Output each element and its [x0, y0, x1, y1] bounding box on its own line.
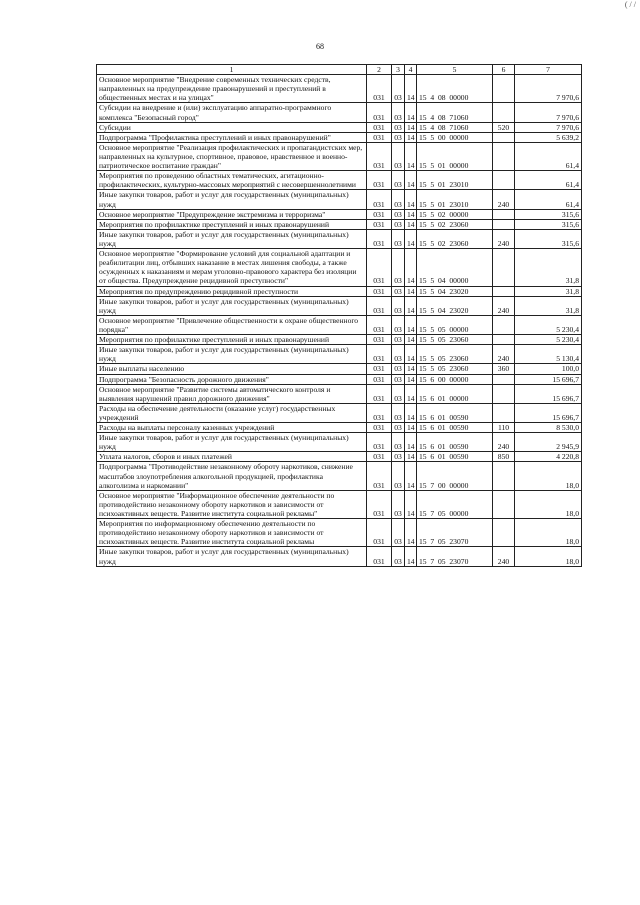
row-code-4-cell: 14 [405, 209, 417, 219]
row-target-code-cell: 15 5 01 00000 [417, 142, 493, 170]
row-target-code-cell: 15 6 01 00590 [417, 433, 493, 452]
table-row [97, 315, 582, 334]
row-expense-type-cell [493, 374, 515, 384]
row-amount-cell: 18,0 [515, 519, 582, 547]
row-target-code-cell: 15 5 05 23060 [417, 335, 493, 345]
row-code-3-cell: 03 [392, 335, 405, 345]
table-row [97, 103, 582, 122]
row-code-3-cell: 03 [392, 103, 405, 122]
row-code-4-cell: 14 [405, 519, 417, 547]
row-target-code-cell: 15 6 00 00000 [417, 374, 493, 384]
row-target-code-cell: 15 5 01 23010 [417, 171, 493, 190]
row-target-code-cell: 15 5 02 00000 [417, 209, 493, 219]
row-target-code-cell: 15 5 04 23020 [417, 296, 493, 315]
row-code-2-cell: 031 [367, 229, 392, 248]
row-target-code-cell: 15 7 05 23070 [417, 547, 493, 566]
row-code-3-cell: 03 [392, 490, 405, 518]
row-name-cell: Мероприятия по проведению областных тематических, агитационно-профилактических, культурно-массовых мероприятий с несовершеннолетними [97, 171, 367, 190]
row-code-4-cell: 14 [405, 423, 417, 433]
row-code-3-cell: 03 [392, 171, 405, 190]
row-amount-cell: 2 945,9 [515, 433, 582, 452]
table-row [97, 384, 582, 403]
header-row [97, 65, 582, 75]
row-name-cell: Мероприятия по информационному обеспечению деятельности по противодействию незаконному обороту наркотиков и зависимости от психоактивных веществ. Развитие института социальной рекламы [97, 519, 367, 547]
row-amount-cell: 61,4 [515, 142, 582, 170]
row-expense-type-cell: 240 [493, 296, 515, 315]
table-row [97, 335, 582, 345]
row-code-3-cell: 03 [392, 142, 405, 170]
table-row [97, 433, 582, 452]
table-row [97, 229, 582, 248]
row-code-2-cell: 031 [367, 190, 392, 209]
row-amount-cell: 5 230,4 [515, 335, 582, 345]
row-code-3-cell: 03 [392, 423, 405, 433]
row-name-cell: Основное мероприятие "Реализация профилактических и пропагандистских мер, направленных на культурное, спортивное, правовое, нравственное и военно-патриотическое воспитание граждан" [97, 142, 367, 170]
row-amount-cell: 315,6 [515, 219, 582, 229]
row-code-4-cell: 14 [405, 384, 417, 403]
row-target-code-cell: 15 6 01 00590 [417, 403, 493, 422]
row-code-3-cell: 03 [392, 75, 405, 103]
table-row [97, 345, 582, 364]
row-code-3-cell: 03 [392, 403, 405, 422]
table-row [97, 462, 582, 490]
row-code-4-cell: 14 [405, 286, 417, 296]
row-code-4-cell: 14 [405, 547, 417, 566]
row-code-2-cell: 031 [367, 249, 392, 286]
row-expense-type-cell: 240 [493, 345, 515, 364]
row-code-2-cell: 031 [367, 374, 392, 384]
row-code-2-cell: 031 [367, 75, 392, 103]
row-code-2-cell: 031 [367, 384, 392, 403]
row-expense-type-cell: 520 [493, 122, 515, 132]
table-row [97, 75, 582, 103]
row-amount-cell: 8 530,0 [515, 423, 582, 433]
row-expense-type-cell [493, 142, 515, 170]
row-target-code-cell: 15 5 00 00000 [417, 132, 493, 142]
row-code-4-cell: 14 [405, 403, 417, 422]
row-amount-cell: 7 970,6 [515, 103, 582, 122]
row-code-2-cell: 031 [367, 345, 392, 364]
row-code-4-cell: 14 [405, 249, 417, 286]
row-amount-cell: 18,0 [515, 547, 582, 566]
table-row [97, 286, 582, 296]
row-code-4-cell: 14 [405, 335, 417, 345]
row-code-4-cell: 14 [405, 345, 417, 364]
row-code-4-cell: 14 [405, 219, 417, 229]
table-row [97, 423, 582, 433]
row-code-2-cell: 031 [367, 103, 392, 122]
row-code-2-cell: 031 [367, 403, 392, 422]
row-amount-cell: 7 970,6 [515, 122, 582, 132]
row-code-4-cell: 14 [405, 171, 417, 190]
header-cell: 6 [493, 65, 515, 75]
row-code-4-cell: 14 [405, 490, 417, 518]
row-target-code-cell: 15 4 08 71060 [417, 103, 493, 122]
row-code-2-cell: 031 [367, 219, 392, 229]
table-row [97, 296, 582, 315]
row-amount-cell: 5 639,2 [515, 132, 582, 142]
row-target-code-cell: 15 7 00 00000 [417, 462, 493, 490]
row-name-cell: Основное мероприятие "Формирование условий для социальной адаптации и реабилитации лиц, отбывших наказание в местах лишения свободы, а также осужденных к наказаниям и мерам уголовно-правового характера без изоляции от общества. Предупреждение рецидивной преступности" [97, 249, 367, 286]
row-name-cell: Подпрограмма "Противодействие незаконному обороту наркотиков, снижение масштабов злоупотребления алкогольной продукцией, профилактика алкоголизма и наркомании" [97, 462, 367, 490]
row-name-cell: Основное мероприятие "Привлечение общественности к охране общественного порядка" [97, 315, 367, 334]
row-code-3-cell: 03 [392, 122, 405, 132]
table-row [97, 249, 582, 286]
table-row [97, 190, 582, 209]
row-amount-cell: 315,6 [515, 229, 582, 248]
row-code-3-cell: 03 [392, 345, 405, 364]
table-row [97, 142, 582, 170]
row-code-4-cell: 14 [405, 122, 417, 132]
row-code-2-cell: 031 [367, 490, 392, 518]
row-expense-type-cell [493, 132, 515, 142]
row-code-4-cell: 14 [405, 433, 417, 452]
row-name-cell: Субсидии [97, 122, 367, 132]
row-target-code-cell: 15 5 05 23060 [417, 364, 493, 374]
row-code-2-cell: 031 [367, 171, 392, 190]
row-amount-cell: 31,8 [515, 286, 582, 296]
row-code-2-cell: 031 [367, 286, 392, 296]
row-code-2-cell: 031 [367, 335, 392, 345]
row-code-4-cell: 14 [405, 462, 417, 490]
row-target-code-cell: 15 5 01 23010 [417, 190, 493, 209]
row-amount-cell: 100,0 [515, 364, 582, 374]
row-code-3-cell: 03 [392, 384, 405, 403]
row-amount-cell: 31,8 [515, 249, 582, 286]
row-code-2-cell: 031 [367, 132, 392, 142]
row-code-4-cell: 14 [405, 75, 417, 103]
row-name-cell: Основное мероприятие "Предупреждение экстремизма и терроризма" [97, 209, 367, 219]
row-amount-cell: 18,0 [515, 462, 582, 490]
table-row [97, 403, 582, 422]
row-expense-type-cell [493, 462, 515, 490]
row-code-4-cell: 14 [405, 142, 417, 170]
row-expense-type-cell [493, 249, 515, 286]
row-code-2-cell: 031 [367, 296, 392, 315]
row-code-2-cell: 031 [367, 519, 392, 547]
row-code-2-cell: 031 [367, 547, 392, 566]
row-target-code-cell: 15 7 05 23070 [417, 519, 493, 547]
row-target-code-cell: 15 4 08 00000 [417, 75, 493, 103]
header-cell: 5 [417, 65, 493, 75]
row-name-cell: Мероприятия по предупреждению рецидивной преступности [97, 286, 367, 296]
row-amount-cell: 61,4 [515, 190, 582, 209]
row-amount-cell: 31,8 [515, 296, 582, 315]
row-expense-type-cell: 240 [493, 433, 515, 452]
header-cell: 4 [405, 65, 417, 75]
row-code-3-cell: 03 [392, 519, 405, 547]
row-target-code-cell: 15 4 08 71060 [417, 122, 493, 132]
row-name-cell: Подпрограмма "Профилактика преступлений и иных правонарушений" [97, 132, 367, 142]
row-expense-type-cell: 240 [493, 547, 515, 566]
row-code-3-cell: 03 [392, 249, 405, 286]
row-code-3-cell: 03 [392, 374, 405, 384]
row-amount-cell: 315,6 [515, 209, 582, 219]
row-target-code-cell: 15 5 05 23060 [417, 345, 493, 364]
row-amount-cell: 15 696,7 [515, 384, 582, 403]
row-expense-type-cell [493, 384, 515, 403]
row-code-4-cell: 14 [405, 452, 417, 462]
row-name-cell: Уплата налогов, сборов и иных платежей [97, 452, 367, 462]
row-code-3-cell: 03 [392, 433, 405, 452]
row-code-3-cell: 03 [392, 296, 405, 315]
row-expense-type-cell [493, 171, 515, 190]
table-row [97, 452, 582, 462]
row-name-cell: Основное мероприятие "Информационное обеспечение деятельности по противодействию незаконному обороту наркотиков и зависимости от психоактивных веществ. Развитие института социальной рекламы" [97, 490, 367, 518]
row-expense-type-cell: 360 [493, 364, 515, 374]
header-cell: 3 [392, 65, 405, 75]
row-code-2-cell: 031 [367, 364, 392, 374]
row-code-3-cell: 03 [392, 229, 405, 248]
row-name-cell: Основное мероприятие "Развитие системы автоматического контроля и выявления нарушений правил дорожного движения" [97, 384, 367, 403]
row-code-2-cell: 031 [367, 452, 392, 462]
row-amount-cell: 61,4 [515, 171, 582, 190]
table-row [97, 171, 582, 190]
row-expense-type-cell [493, 403, 515, 422]
row-expense-type-cell: 110 [493, 423, 515, 433]
row-name-cell: Расходы на выплаты персоналу казенных учреждений [97, 423, 367, 433]
row-code-3-cell: 03 [392, 286, 405, 296]
row-amount-cell: 18,0 [515, 490, 582, 518]
row-target-code-cell: 15 6 01 00590 [417, 423, 493, 433]
row-name-cell: Иные закупки товаров, работ и услуг для государственных (муниципальных) нужд [97, 190, 367, 209]
row-target-code-cell: 15 5 02 23060 [417, 219, 493, 229]
row-name-cell: Субсидии на внедрение и (или) эксплуатацию аппаратно-программного комплекса "Безопасный город" [97, 103, 367, 122]
row-code-2-cell: 031 [367, 122, 392, 132]
row-name-cell: Мероприятия по профилактике преступлений и иных правонарушений [97, 219, 367, 229]
row-code-4-cell: 14 [405, 364, 417, 374]
row-expense-type-cell: 240 [493, 190, 515, 209]
row-name-cell: Подпрограмма "Безопасность дорожного движения" [97, 374, 367, 384]
corner-mark: ( / / [624, 0, 636, 9]
row-expense-type-cell [493, 315, 515, 334]
row-name-cell: Иные выплаты населению [97, 364, 367, 374]
row-code-3-cell: 03 [392, 219, 405, 229]
row-target-code-cell: 15 5 02 23060 [417, 229, 493, 248]
header-cell: 2 [367, 65, 392, 75]
row-name-cell: Иные закупки товаров, работ и услуг для государственных (муниципальных) нужд [97, 345, 367, 364]
row-expense-type-cell [493, 75, 515, 103]
row-code-2-cell: 031 [367, 142, 392, 170]
row-code-4-cell: 14 [405, 374, 417, 384]
row-amount-cell: 5 230,4 [515, 315, 582, 334]
budget-table [96, 64, 582, 567]
row-expense-type-cell: 850 [493, 452, 515, 462]
row-amount-cell: 5 130,4 [515, 345, 582, 364]
row-amount-cell: 7 970,6 [515, 75, 582, 103]
row-target-code-cell: 15 5 05 00000 [417, 315, 493, 334]
row-code-2-cell: 031 [367, 423, 392, 433]
row-expense-type-cell [493, 519, 515, 547]
row-target-code-cell: 15 7 05 00000 [417, 490, 493, 518]
row-target-code-cell: 15 5 04 00000 [417, 249, 493, 286]
table-row [97, 547, 582, 566]
row-amount-cell: 15 696,7 [515, 403, 582, 422]
row-name-cell: Иные закупки товаров, работ и услуг для государственных (муниципальных) нужд [97, 229, 367, 248]
table-row [97, 374, 582, 384]
row-code-4-cell: 14 [405, 103, 417, 122]
header-cell: 7 [515, 65, 582, 75]
table-row [97, 364, 582, 374]
row-expense-type-cell: 240 [493, 229, 515, 248]
row-code-3-cell: 03 [392, 547, 405, 566]
row-code-3-cell: 03 [392, 364, 405, 374]
row-target-code-cell: 15 6 01 00000 [417, 384, 493, 403]
row-amount-cell: 15 696,7 [515, 374, 582, 384]
row-name-cell: Мероприятия по профилактике преступлений и иных правонарушений [97, 335, 367, 345]
row-code-4-cell: 14 [405, 190, 417, 209]
row-code-4-cell: 14 [405, 132, 417, 142]
row-code-4-cell: 14 [405, 296, 417, 315]
row-name-cell: Расходы на обеспечение деятельности (оказание услуг) государственных учреждений [97, 403, 367, 422]
table-row [97, 219, 582, 229]
row-code-3-cell: 03 [392, 452, 405, 462]
row-code-3-cell: 03 [392, 132, 405, 142]
row-code-3-cell: 03 [392, 462, 405, 490]
row-amount-cell: 4 220,8 [515, 452, 582, 462]
row-code-3-cell: 03 [392, 209, 405, 219]
row-expense-type-cell [493, 219, 515, 229]
row-target-code-cell: 15 5 04 23020 [417, 286, 493, 296]
row-code-2-cell: 031 [367, 433, 392, 452]
table-row [97, 209, 582, 219]
table-row [97, 490, 582, 518]
row-name-cell: Иные закупки товаров, работ и услуг для государственных (муниципальных) нужд [97, 433, 367, 452]
row-name-cell: Иные закупки товаров, работ и услуг для государственных (муниципальных) нужд [97, 547, 367, 566]
table-row [97, 519, 582, 547]
row-expense-type-cell [493, 103, 515, 122]
row-code-4-cell: 14 [405, 229, 417, 248]
row-code-4-cell: 14 [405, 315, 417, 334]
row-expense-type-cell [493, 209, 515, 219]
header-cell: 1 [97, 65, 367, 75]
row-code-3-cell: 03 [392, 190, 405, 209]
row-code-2-cell: 031 [367, 462, 392, 490]
row-code-2-cell: 031 [367, 209, 392, 219]
row-expense-type-cell [493, 335, 515, 345]
row-expense-type-cell [493, 490, 515, 518]
page-number: 68 [316, 42, 324, 51]
table-row [97, 122, 582, 132]
row-code-3-cell: 03 [392, 315, 405, 334]
row-name-cell: Иные закупки товаров, работ и услуг для государственных (муниципальных) нужд [97, 296, 367, 315]
row-expense-type-cell [493, 286, 515, 296]
row-code-2-cell: 031 [367, 315, 392, 334]
row-name-cell: Основное мероприятие "Внедрение современных технических средств, направленных на предупреждение правонарушений и преступлений в общественных местах и на улицах" [97, 75, 367, 103]
row-target-code-cell: 15 6 01 00590 [417, 452, 493, 462]
table-row [97, 132, 582, 142]
